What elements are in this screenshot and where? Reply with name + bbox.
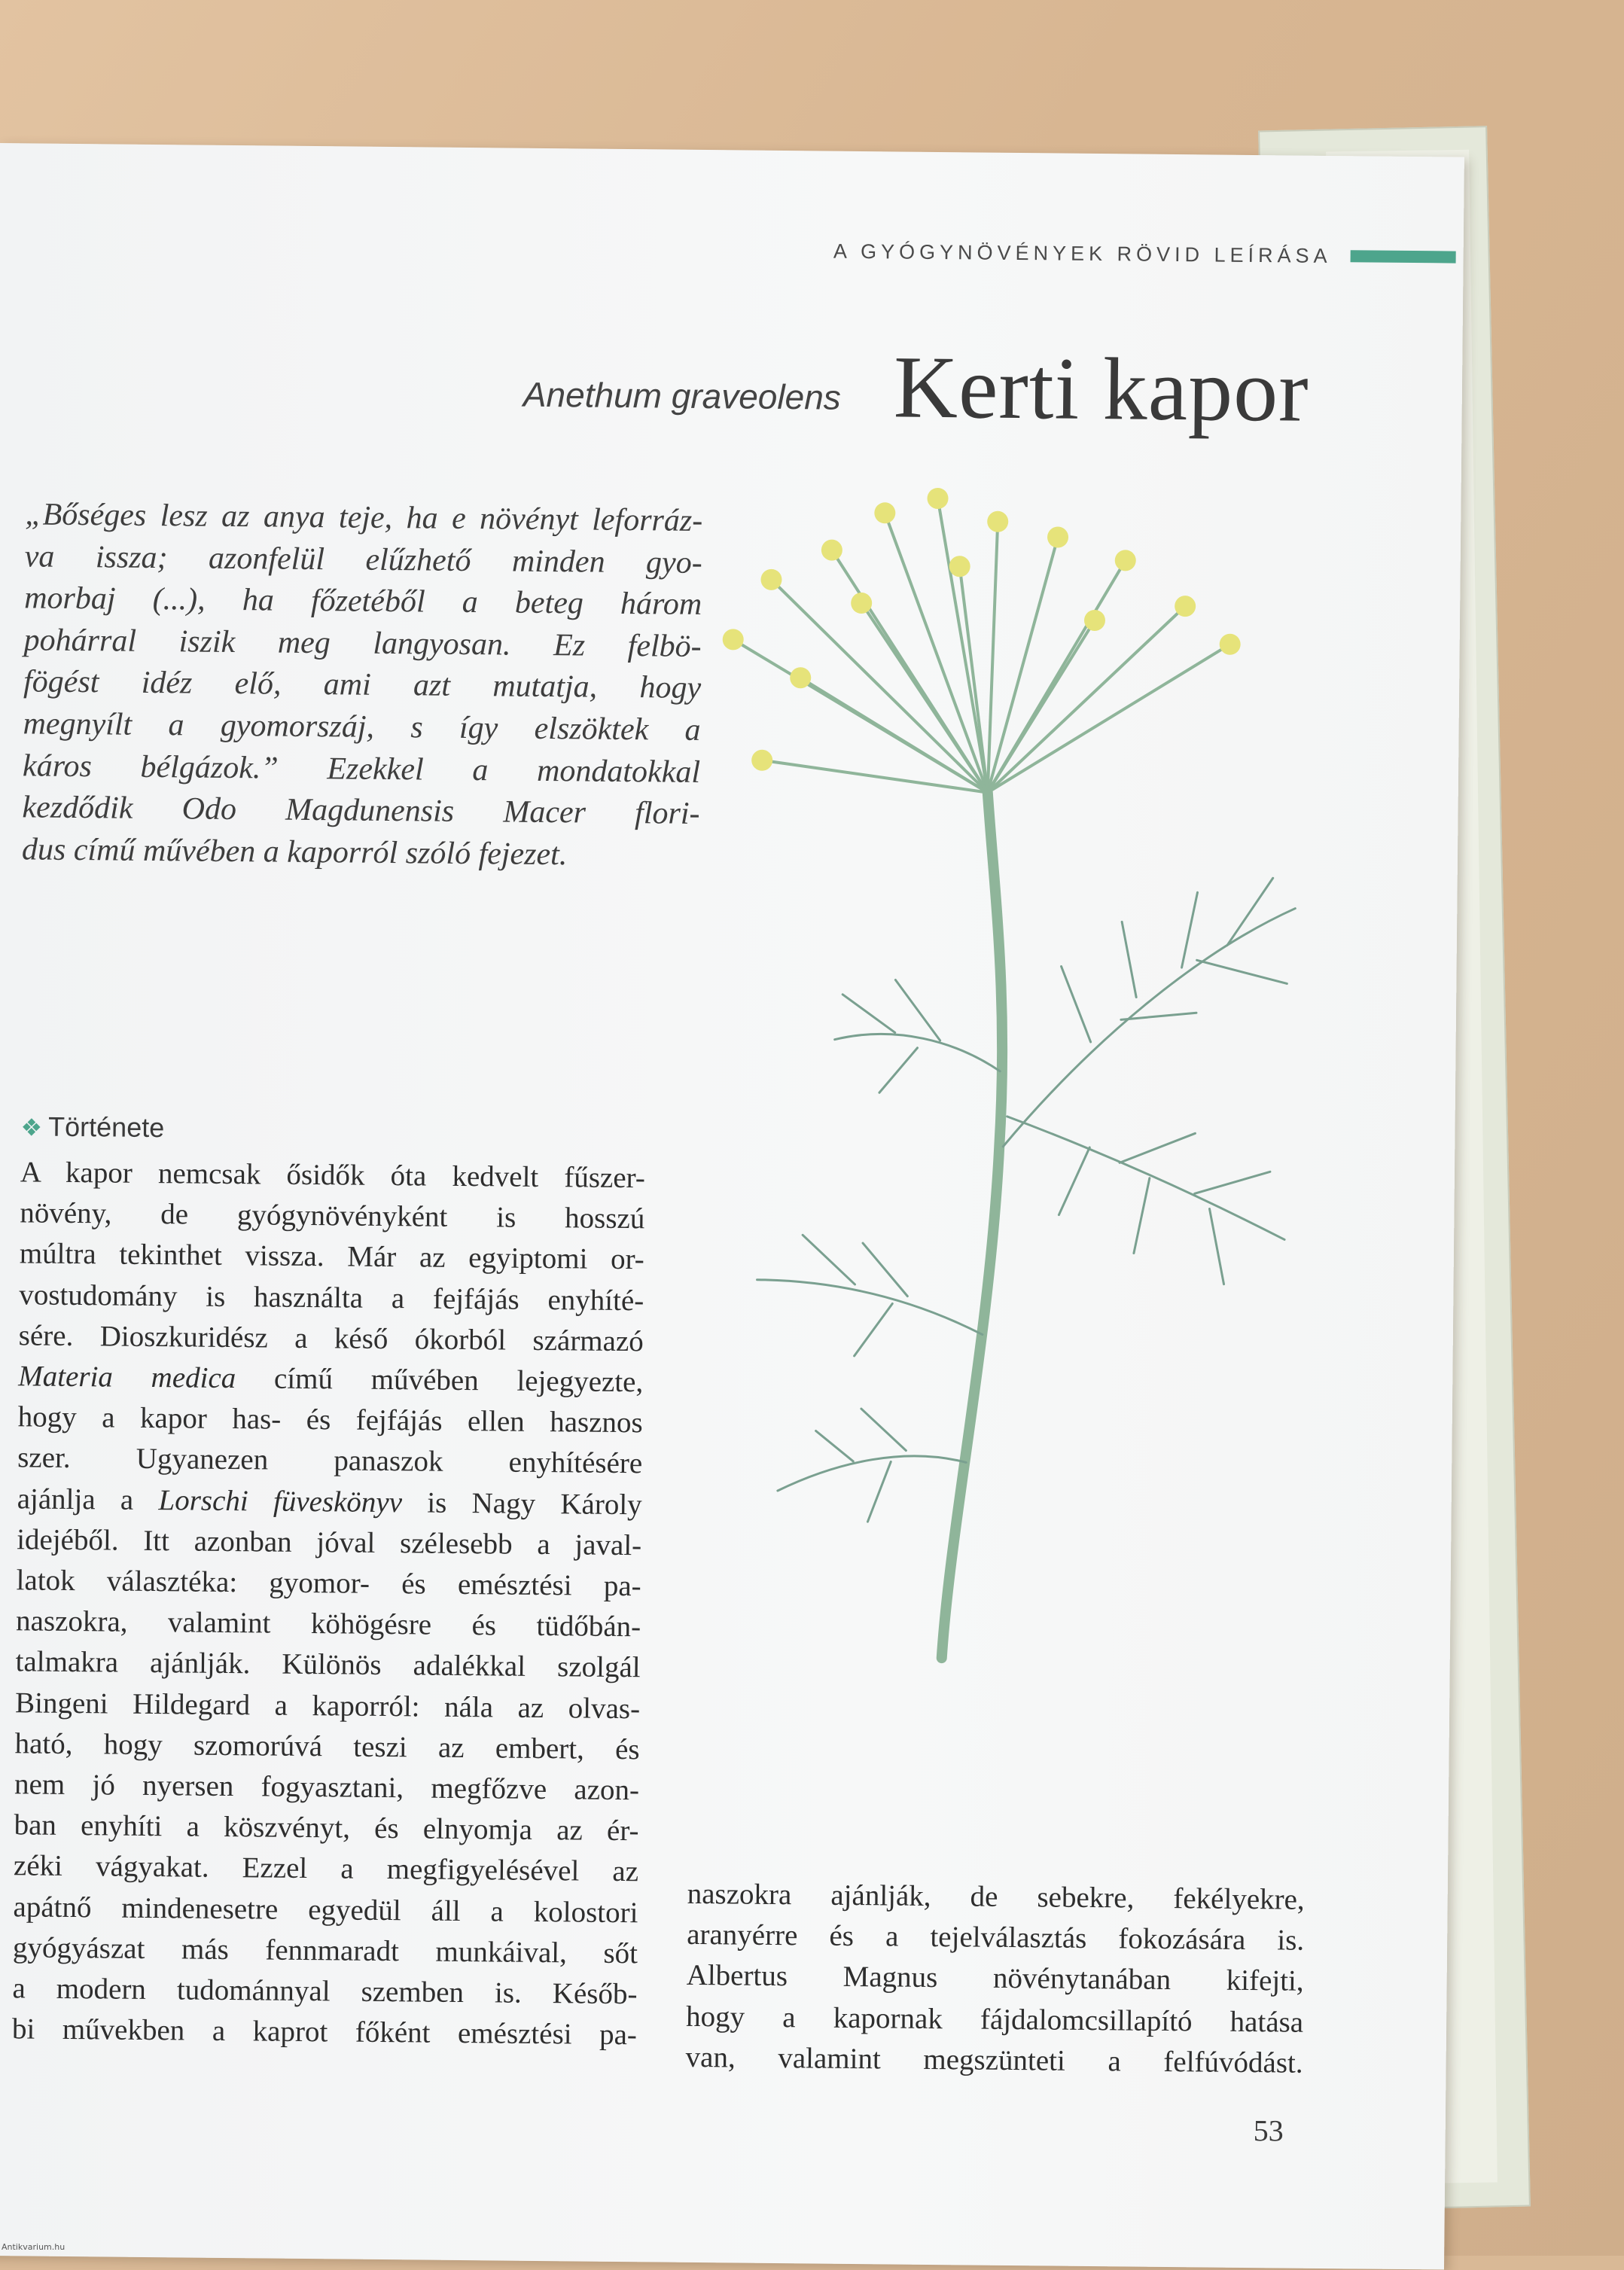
body-line: A kapor nemcsak ősidők óta kedvelt fűszer- [20, 1156, 646, 1195]
body-line: van, valamint megszünteti a felfúvódást. [685, 2040, 1303, 2080]
body-line: növény, de gyógynövényként is hosszú [20, 1196, 645, 1236]
quote-line: „Bőséges lesz az anya teje, ha e növényt leforráz- [25, 497, 703, 538]
body-fragment: ajánlja a [17, 1482, 159, 1516]
body-line: naszokra, valamint köhögésre és tüdőbán- [15, 1604, 641, 1644]
body-line: ható, hogy szomorúvá teszi az embert, és [14, 1727, 640, 1766]
body-line: Bingeni Hildegard a kaporról: nála az olvas- [14, 1686, 641, 1725]
body-line: sére. Dioszkuridész a késő ókorból származó [18, 1319, 644, 1358]
body-line: hogy a kapor has- és fejfájás ellen hasznos [17, 1400, 643, 1440]
main-stem [942, 792, 1005, 1659]
body-line: naszokra ajánlják, de sebekre, fekélyekre, [687, 1877, 1305, 1916]
page-title: Kerti kapor [893, 337, 1310, 440]
body-line: zéki vágyakat. Ezzel a megfigyelésével az [13, 1849, 639, 1888]
body-line-lorsch [17, 1479, 641, 1525]
book-page [0, 143, 1464, 2270]
feathery-leaves [754, 873, 1295, 1526]
page-number: 53 [1253, 2113, 1284, 2148]
quote-line: dus című művében a kaporról szóló fejezet. [21, 832, 568, 873]
body-line: ban enyhíti a köszvényt, és elnyomja az ér- [14, 1808, 639, 1848]
quote-line: fögést idéz elő, ami azt mutatja, hogy [23, 664, 702, 706]
body-line: aranyérre és a tejelválasztás fokozására is. [686, 1918, 1305, 1957]
italic-title: Materia medica [18, 1360, 236, 1395]
body-line: a modern tudománnyal szemben is. Későb- [12, 1972, 638, 2011]
quote-line: káros bélgázok.” Ezekkel a mondatokkal [22, 748, 701, 790]
body-fragment: is Nagy Károly [401, 1485, 642, 1521]
latin-plant-name: Anethum graveolens [523, 374, 842, 417]
quote-line: megnyílt a gyomorszáj, s így elszöktek a [23, 706, 701, 748]
dill-plant-illustration [663, 466, 1412, 1753]
intro-quote [22, 494, 703, 877]
italic-title: Lorschi füveskönyv [158, 1483, 403, 1519]
body-line: szer. Ugyanezen panaszok enyhítésére [17, 1441, 643, 1480]
section-heading [20, 1111, 164, 1144]
body-line-materia [18, 1356, 643, 1403]
body-line: talmakra ajánlják. Különös adalékkal szolgál [15, 1645, 641, 1684]
body-fragment: című művében lejegyezte, [236, 1362, 644, 1399]
body-line: latok választéka: gyomor- és emésztési pa- [16, 1564, 641, 1603]
body-line: idejéből. Itt azonban jóval szélesebb a javal- [16, 1523, 642, 1562]
quote-line: pohárral iszik meg langyosan. Ez felbö- [23, 623, 702, 664]
body-line: nem jó nyersen fogyasztani, megfőzve azon- [14, 1768, 640, 1807]
body-line: hogy a kapornak fájdalomcsillapító hatása [685, 2000, 1304, 2039]
body-line: apátnő mindenesetre egyedül áll a kolostori [13, 1890, 638, 1929]
diamond-ornament-icon: ❖ [20, 1114, 43, 1141]
body-line: bi művekben a kaprot főként emésztési pa- [11, 2013, 638, 2052]
watermark: Antikvarium.hu [2, 2242, 66, 2252]
running-head-accent-bar [1351, 250, 1456, 263]
quote-line: kezdődik Odo Magdunensis Macer flori- [22, 790, 700, 832]
umbel-rays [732, 496, 1232, 794]
quote-line: morbaj (...), ha főzetéből a beteg három [23, 580, 702, 623]
body-line: Albertus Magnus növénytanában kifejti, [686, 1959, 1304, 1998]
body-column-left [12, 1152, 645, 2055]
section-heading-label: Története [47, 1111, 165, 1144]
quote-line: va issza; azonfelül elűzhető minden gyo- [24, 538, 702, 580]
body-line: vostudomány is használta a fejfájás enyhíté- [19, 1278, 644, 1317]
body-column-right [685, 1874, 1305, 2084]
running-head: A GYÓGYNÖVÉNYEK RÖVID LEÍRÁSA [833, 239, 1332, 267]
body-line: gyógyászat más fennmaradt munkáival, sőt [12, 1931, 638, 1970]
body-line: múltra tekinthet vissza. Már az egyiptomi or- [19, 1237, 645, 1276]
